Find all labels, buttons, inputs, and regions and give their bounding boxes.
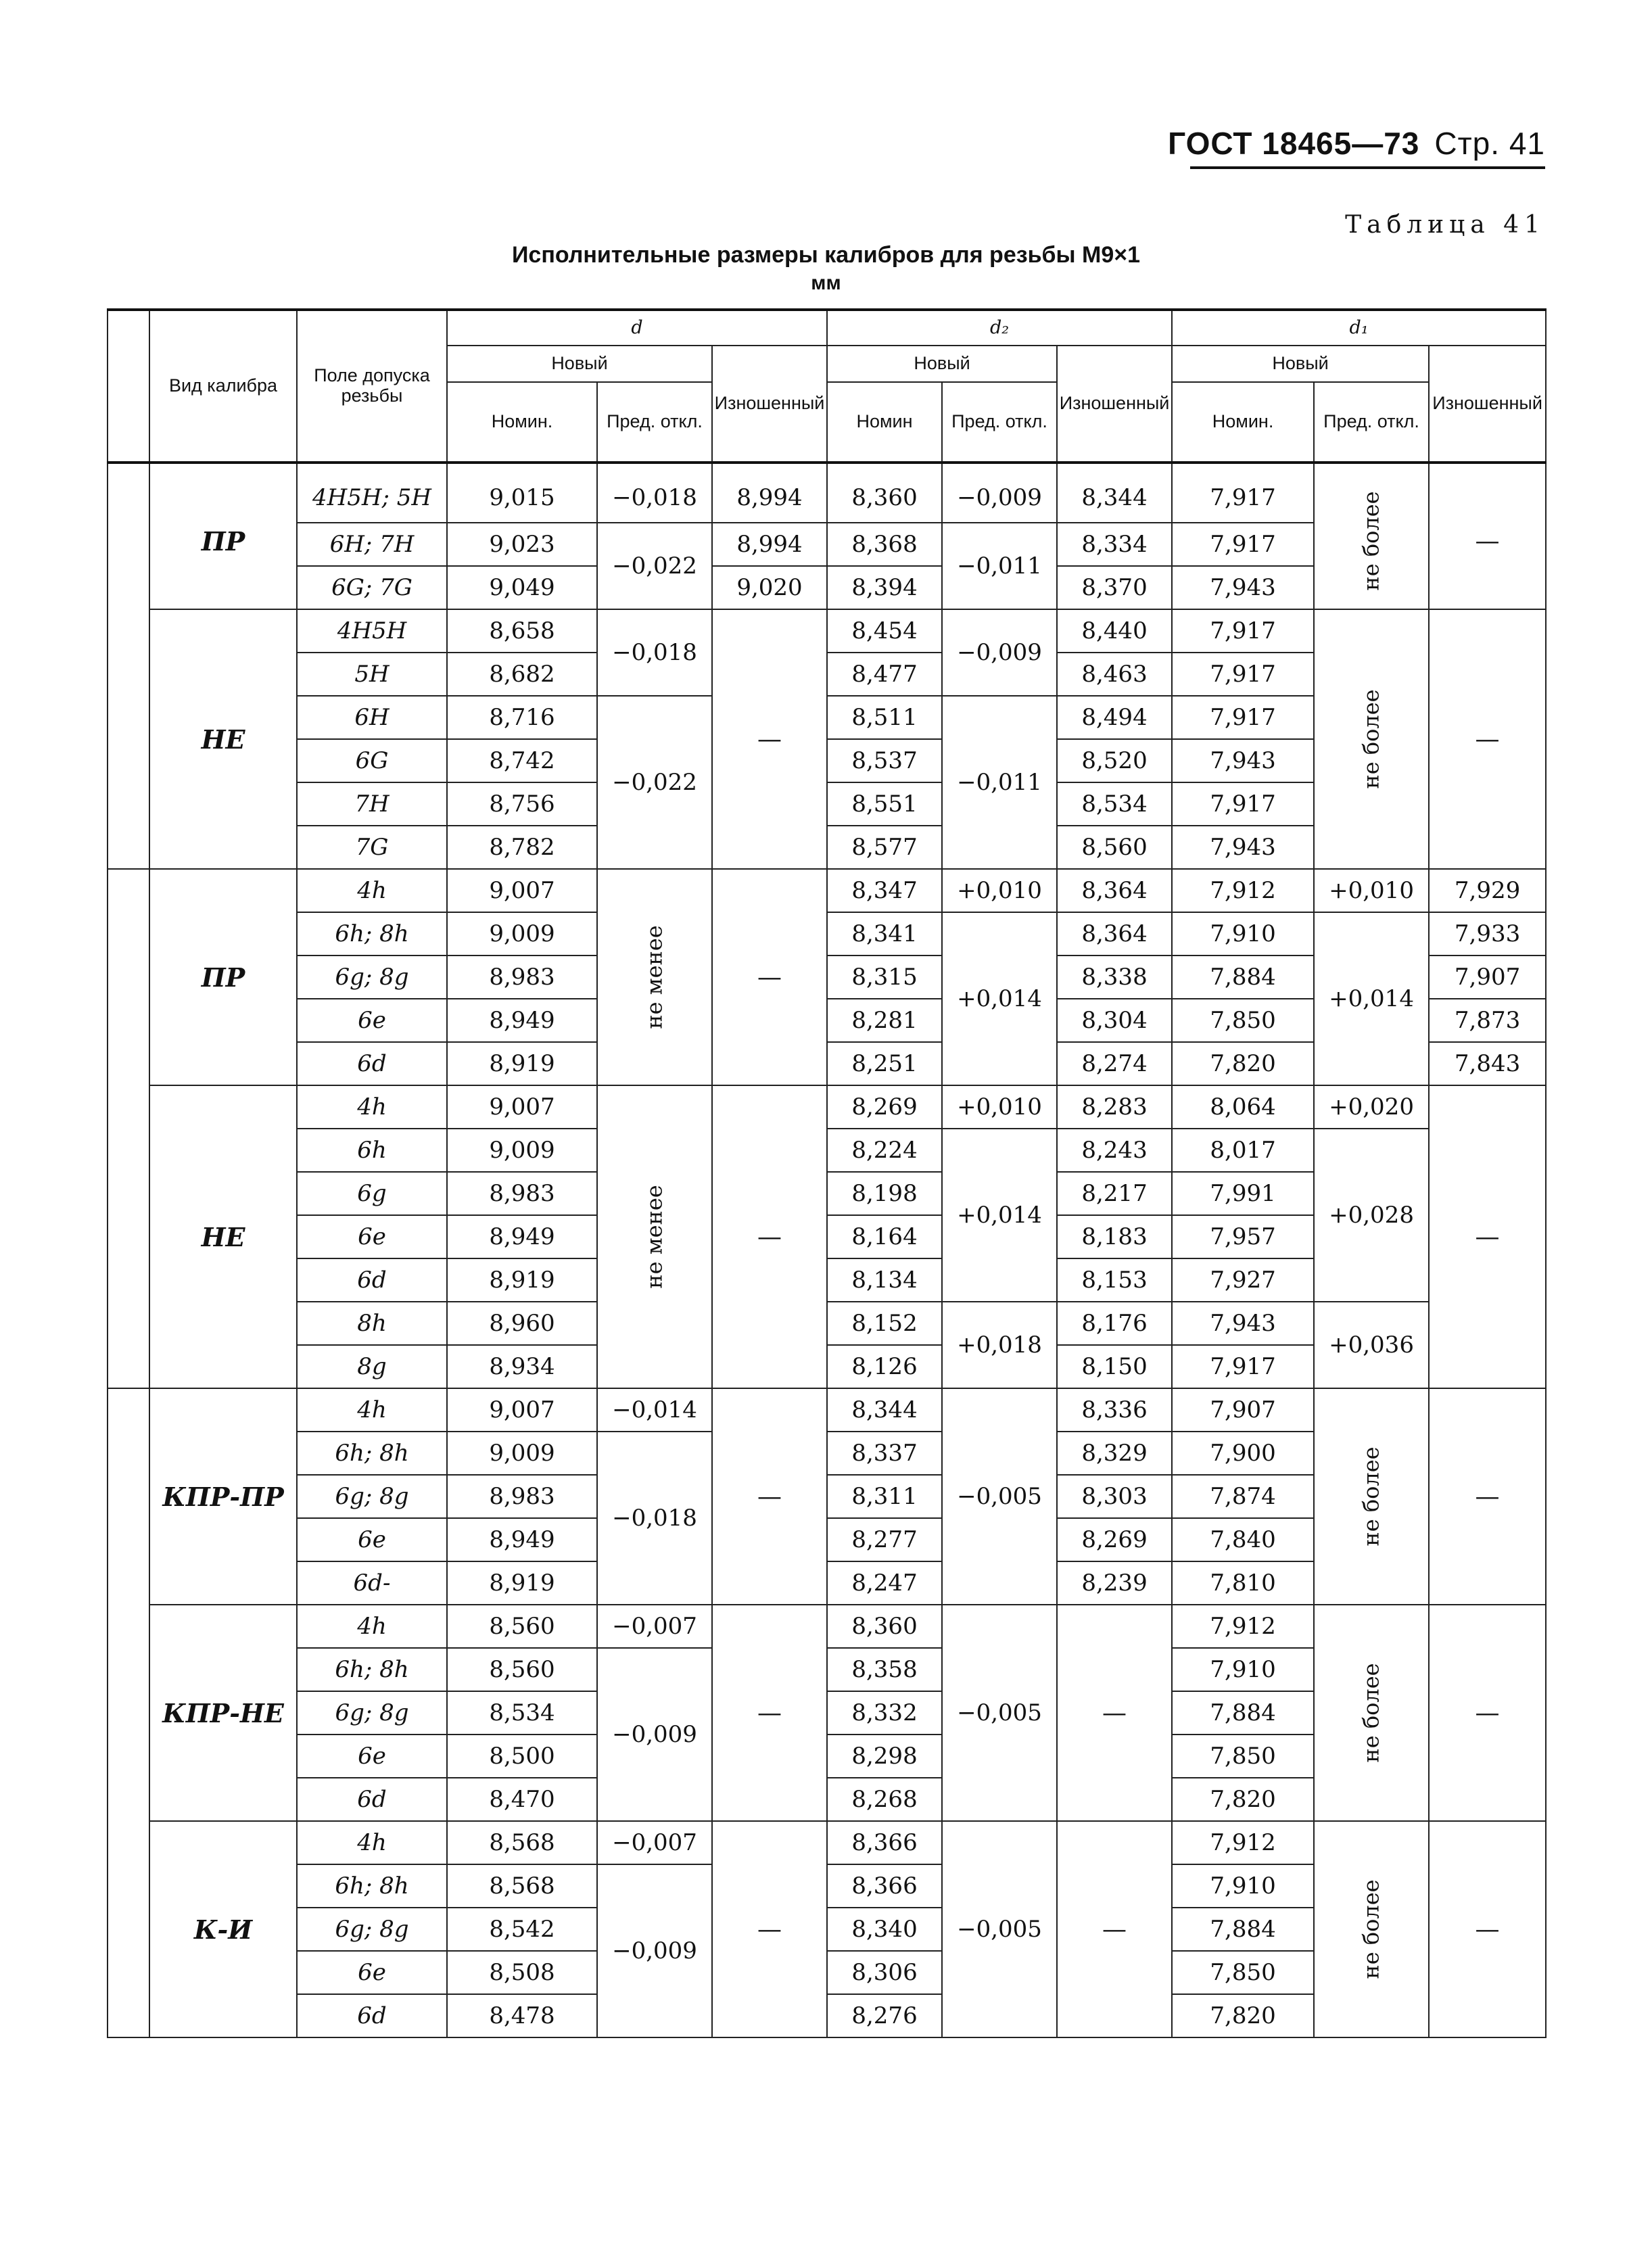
header-rule <box>1190 166 1545 169</box>
value-cell: 8,477 <box>827 653 942 696</box>
tolerance-cell: 4H5H; 5H <box>297 463 447 523</box>
value-cell: 8,394 <box>827 566 942 609</box>
value-cell: 8,344 <box>1057 463 1172 523</box>
value-cell: 8,534 <box>1057 782 1172 826</box>
value-cell: 7,810 <box>1172 1561 1314 1605</box>
value-cell: 8,251 <box>827 1042 942 1085</box>
value-cell: 7,943 <box>1172 826 1314 869</box>
value-cell: −0,018 <box>597 463 712 523</box>
value-cell: +0,014 <box>942 912 1057 1085</box>
value-cell: 8,183 <box>1057 1215 1172 1258</box>
value-cell: 8,164 <box>827 1215 942 1258</box>
tolerance-cell: 6d <box>297 1258 447 1302</box>
dash-cell: — <box>1429 463 1546 609</box>
value-cell: 8,150 <box>1057 1345 1172 1388</box>
dash-cell: — <box>1429 1821 1546 2037</box>
value-cell: 8,994 <box>712 523 827 566</box>
value-cell: −0,009 <box>942 463 1057 523</box>
gauge-dimensions-table <box>107 308 1547 2038</box>
tolerance-cell: 6e <box>297 1951 447 1994</box>
value-cell: 8,247 <box>827 1561 942 1605</box>
value-cell: −0,022 <box>597 523 712 609</box>
value-cell: 7,917 <box>1172 523 1314 566</box>
value-cell: 8,268 <box>827 1778 942 1821</box>
value-cell: 8,500 <box>447 1735 597 1778</box>
value-cell: 8,560 <box>1057 826 1172 869</box>
value-cell: 8,366 <box>827 1821 942 1864</box>
kind-pr: ПР <box>149 869 297 1085</box>
note-not-more: не более <box>1314 609 1429 869</box>
value-cell: 8,340 <box>827 1908 942 1951</box>
value-cell: 8,364 <box>1057 869 1172 912</box>
value-cell: 8,334 <box>1057 523 1172 566</box>
value-cell: 8,494 <box>1057 696 1172 739</box>
value-cell: 9,020 <box>712 566 827 609</box>
value-cell: 8,341 <box>827 912 942 956</box>
value-cell: 8,360 <box>827 463 942 523</box>
value-cell: 8,332 <box>827 1691 942 1735</box>
value-cell: 8,276 <box>827 1994 942 2037</box>
value-cell: −0,014 <box>597 1388 712 1432</box>
tolerance-cell: 6e <box>297 999 447 1042</box>
col-d: d <box>447 310 827 346</box>
tolerance-cell: 4h <box>297 1605 447 1648</box>
value-cell: 8,782 <box>447 826 597 869</box>
value-cell: +0,010 <box>942 869 1057 912</box>
value-cell: −0,005 <box>942 1388 1057 1605</box>
col-d2-dev: Пред. откл. <box>942 382 1057 463</box>
table-row <box>108 869 1546 912</box>
tolerance-cell: 6d <box>297 1778 447 1821</box>
value-cell: +0,036 <box>1314 1302 1429 1388</box>
value-cell: 8,682 <box>447 653 597 696</box>
value-cell: 8,126 <box>827 1345 942 1388</box>
value-cell: 7,910 <box>1172 1864 1314 1908</box>
table-number: Таблица 41 <box>1345 211 1545 239</box>
dash-cell: — <box>1429 1388 1546 1605</box>
value-cell: 9,007 <box>447 1085 597 1129</box>
page-number: Стр. 41 <box>1434 126 1545 161</box>
value-cell: 8,560 <box>447 1648 597 1691</box>
table-row <box>108 1129 1546 1172</box>
tolerance-cell: 6h; 8h <box>297 1648 447 1691</box>
value-cell: −0,009 <box>942 609 1057 696</box>
group-rings <box>108 869 149 1388</box>
group-plugs <box>108 463 149 869</box>
table-row <box>108 1821 1546 1864</box>
value-cell: 8,338 <box>1057 956 1172 999</box>
value-cell: −0,009 <box>597 1648 712 1821</box>
value-cell: 7,917 <box>1172 653 1314 696</box>
value-cell: 8,017 <box>1172 1129 1314 1172</box>
value-cell: 8,153 <box>1057 1258 1172 1302</box>
value-cell: 9,009 <box>447 912 597 956</box>
tolerance-cell: 6g; 8g <box>297 1475 447 1518</box>
note-not-more: не более <box>1314 1821 1429 2037</box>
tolerance-cell: 7H <box>297 782 447 826</box>
value-cell: 7,820 <box>1172 1042 1314 1085</box>
value-cell: 7,917 <box>1172 463 1314 523</box>
tolerance-cell: 6h; 8h <box>297 912 447 956</box>
tolerance-cell: 6G; 7G <box>297 566 447 609</box>
value-cell: 8,470 <box>447 1778 597 1821</box>
table-row <box>108 1302 1546 1345</box>
dash-cell: — <box>1429 1605 1546 1821</box>
table-row <box>108 609 1546 653</box>
value-cell: 7,840 <box>1172 1518 1314 1561</box>
col-name <box>108 310 149 463</box>
value-cell: 7,927 <box>1172 1258 1314 1302</box>
dash-cell: — <box>712 869 827 1085</box>
value-cell: 8,176 <box>1057 1302 1172 1345</box>
tolerance-cell: 6d- <box>297 1561 447 1605</box>
value-cell: +0,010 <box>942 1085 1057 1129</box>
tolerance-cell: 4H5H <box>297 609 447 653</box>
value-cell: 8,298 <box>827 1735 942 1778</box>
value-cell: +0,018 <box>942 1302 1057 1388</box>
col-d-new: Новый <box>447 346 712 382</box>
tolerance-cell: 6h <box>297 1129 447 1172</box>
value-cell: 8,919 <box>447 1258 597 1302</box>
table-row <box>108 1388 1546 1432</box>
value-cell: 8,224 <box>827 1129 942 1172</box>
value-cell: 8,217 <box>1057 1172 1172 1215</box>
value-cell: 9,015 <box>447 463 597 523</box>
col-d2-new: Новый <box>827 346 1057 382</box>
value-cell: 8,366 <box>827 1864 942 1908</box>
tolerance-cell: 6d <box>297 1042 447 1085</box>
dash-cell: — <box>1057 1605 1172 1821</box>
dash-cell: — <box>712 1605 827 1821</box>
value-cell: 8,281 <box>827 999 942 1042</box>
value-cell: 7,910 <box>1172 912 1314 956</box>
dash-cell: — <box>712 1821 827 2037</box>
value-cell: 7,917 <box>1172 1345 1314 1388</box>
tolerance-cell: 6e <box>297 1518 447 1561</box>
value-cell: 8,277 <box>827 1518 942 1561</box>
value-cell: 8,508 <box>447 1951 597 1994</box>
table-row <box>108 463 1546 523</box>
col-kind: Вид калибра <box>149 310 297 463</box>
value-cell: 7,910 <box>1172 1648 1314 1691</box>
value-cell: 7,943 <box>1172 739 1314 782</box>
kind-k-i: К-И <box>149 1821 297 2037</box>
value-cell: 8,983 <box>447 1172 597 1215</box>
value-cell: −0,018 <box>597 1432 712 1605</box>
tolerance-cell: 6g; 8g <box>297 1691 447 1735</box>
value-cell: +0,010 <box>1314 869 1429 912</box>
value-cell: 8,949 <box>447 999 597 1042</box>
tolerance-cell: 8g <box>297 1345 447 1388</box>
value-cell: +0,014 <box>942 1129 1057 1302</box>
value-cell: 8,568 <box>447 1864 597 1908</box>
value-cell: 8,568 <box>447 1821 597 1864</box>
value-cell: 8,239 <box>1057 1561 1172 1605</box>
value-cell: −0,011 <box>942 523 1057 609</box>
value-cell: 8,315 <box>827 956 942 999</box>
value-cell: 7,873 <box>1429 999 1546 1042</box>
tolerance-cell: 5H <box>297 653 447 696</box>
value-cell: 7,874 <box>1172 1475 1314 1518</box>
standard-code: ГОСТ 18465—73 <box>1168 126 1420 161</box>
tolerance-cell: 6g; 8g <box>297 1908 447 1951</box>
value-cell: 8,542 <box>447 1908 597 1951</box>
dash-cell: — <box>712 1085 827 1388</box>
value-cell: 7,929 <box>1429 869 1546 912</box>
value-cell: 7,917 <box>1172 609 1314 653</box>
value-cell: 8,274 <box>1057 1042 1172 1085</box>
value-cell: +0,028 <box>1314 1129 1429 1302</box>
value-cell: 8,983 <box>447 956 597 999</box>
value-cell: 8,463 <box>1057 653 1172 696</box>
value-cell: 7,820 <box>1172 1994 1314 2037</box>
page-header <box>1168 125 1545 162</box>
note-not-more: не более <box>1314 1388 1429 1605</box>
col-d1-dev: Пред. откл. <box>1314 382 1429 463</box>
col-tolerance: Поле допуска резьбы <box>297 310 447 463</box>
value-cell: 8,283 <box>1057 1085 1172 1129</box>
col-d-nom: Номин. <box>447 382 597 463</box>
value-cell: 8,919 <box>447 1042 597 1085</box>
value-cell: 8,329 <box>1057 1432 1172 1475</box>
tolerance-cell: 6d <box>297 1994 447 2037</box>
value-cell: 8,577 <box>827 826 942 869</box>
value-cell: 8,306 <box>827 1951 942 1994</box>
value-cell: 9,007 <box>447 869 597 912</box>
value-cell: 8,478 <box>447 1994 597 2037</box>
tolerance-cell: 6e <box>297 1215 447 1258</box>
value-cell: 8,520 <box>1057 739 1172 782</box>
value-cell: 8,344 <box>827 1388 942 1432</box>
value-cell: 7,850 <box>1172 1951 1314 1994</box>
value-cell: 8,983 <box>447 1475 597 1518</box>
table-row <box>108 1605 1546 1648</box>
col-d2: d₂ <box>827 310 1172 346</box>
value-cell: 7,900 <box>1172 1432 1314 1475</box>
value-cell: 8,304 <box>1057 999 1172 1042</box>
value-cell: 7,907 <box>1429 956 1546 999</box>
kind-ne: НЕ <box>149 1085 297 1388</box>
value-cell: 8,336 <box>1057 1388 1172 1432</box>
value-cell: 8,949 <box>447 1518 597 1561</box>
note-not-less: не менее <box>597 869 712 1085</box>
value-cell: 8,134 <box>827 1258 942 1302</box>
value-cell: 7,850 <box>1172 999 1314 1042</box>
tolerance-cell: 4h <box>297 869 447 912</box>
value-cell: 7,943 <box>1172 566 1314 609</box>
value-cell: +0,014 <box>1314 912 1429 1085</box>
value-cell: 7,991 <box>1172 1172 1314 1215</box>
value-cell: −0,007 <box>597 1821 712 1864</box>
group-control <box>108 1388 149 2037</box>
dash-cell: — <box>712 1388 827 1605</box>
value-cell: 7,912 <box>1172 1821 1314 1864</box>
value-cell: 7,843 <box>1429 1042 1546 1085</box>
value-cell: −0,022 <box>597 696 712 869</box>
dash-cell: — <box>1057 1821 1172 2037</box>
value-cell: 7,907 <box>1172 1388 1314 1432</box>
value-cell: 7,917 <box>1172 782 1314 826</box>
value-cell: 8,994 <box>712 463 827 523</box>
dash-cell: — <box>1429 609 1546 869</box>
value-cell: 8,534 <box>447 1691 597 1735</box>
tolerance-cell: 4h <box>297 1388 447 1432</box>
value-cell: 7,917 <box>1172 696 1314 739</box>
value-cell: 7,884 <box>1172 1691 1314 1735</box>
value-cell: +0,020 <box>1314 1085 1429 1129</box>
table-title: Исполнительные размеры калибров для резьбы M9×1 <box>511 242 1141 268</box>
value-cell: 8,454 <box>827 609 942 653</box>
value-cell: −0,018 <box>597 609 712 696</box>
tolerance-cell: 8h <box>297 1302 447 1345</box>
col-d-dev: Пред. откл. <box>597 382 712 463</box>
value-cell: 8,551 <box>827 782 942 826</box>
value-cell: 7,943 <box>1172 1302 1314 1345</box>
value-cell: 8,269 <box>1057 1518 1172 1561</box>
dash-cell: — <box>1429 1085 1546 1388</box>
value-cell: 7,884 <box>1172 956 1314 999</box>
value-cell: 8,243 <box>1057 1129 1172 1172</box>
tolerance-cell: 7G <box>297 826 447 869</box>
value-cell: 9,009 <box>447 1432 597 1475</box>
value-cell: 8,368 <box>827 523 942 566</box>
col-d1-new: Новый <box>1172 346 1429 382</box>
kind-kpr-ne: КПР-НЕ <box>149 1605 297 1821</box>
value-cell: 7,912 <box>1172 869 1314 912</box>
value-cell: 8,064 <box>1172 1085 1314 1129</box>
value-cell: 8,364 <box>1057 912 1172 956</box>
value-cell: 8,269 <box>827 1085 942 1129</box>
value-cell: 8,152 <box>827 1302 942 1345</box>
col-d2-nom: Номин <box>827 382 942 463</box>
value-cell: 9,049 <box>447 566 597 609</box>
value-cell: 8,949 <box>447 1215 597 1258</box>
value-cell: 9,007 <box>447 1388 597 1432</box>
value-cell: 8,742 <box>447 739 597 782</box>
value-cell: 8,537 <box>827 739 942 782</box>
tolerance-cell: 6g <box>297 1172 447 1215</box>
kind-kpr-pr: КПР-ПР <box>149 1388 297 1605</box>
value-cell: 9,009 <box>447 1129 597 1172</box>
table-row <box>108 912 1546 956</box>
value-cell: 8,658 <box>447 609 597 653</box>
value-cell: 8,311 <box>827 1475 942 1518</box>
tolerance-cell: 6g; 8g <box>297 956 447 999</box>
value-cell: 7,850 <box>1172 1735 1314 1778</box>
value-cell: 7,912 <box>1172 1605 1314 1648</box>
value-cell: 8,198 <box>827 1172 942 1215</box>
value-cell: −0,007 <box>597 1605 712 1648</box>
kind-ne: НЕ <box>149 609 297 869</box>
tolerance-cell: 6h; 8h <box>297 1432 447 1475</box>
value-cell: −0,005 <box>942 1605 1057 1821</box>
value-cell: 7,933 <box>1429 912 1546 956</box>
tolerance-cell: 4h <box>297 1821 447 1864</box>
value-cell: 8,347 <box>827 869 942 912</box>
value-cell: 8,360 <box>827 1605 942 1648</box>
value-cell: 8,370 <box>1057 566 1172 609</box>
value-cell: 9,023 <box>447 523 597 566</box>
kind-pr: ПР <box>149 463 297 609</box>
col-d1: d₁ <box>1172 310 1546 346</box>
col-d2-worn: Изношенный <box>1057 346 1172 463</box>
value-cell: 8,919 <box>447 1561 597 1605</box>
tolerance-cell: 6H; 7H <box>297 523 447 566</box>
value-cell: 7,820 <box>1172 1778 1314 1821</box>
value-cell: 8,358 <box>827 1648 942 1691</box>
note-not-less: не менее <box>597 1085 712 1388</box>
dash-cell: — <box>712 609 827 869</box>
tolerance-cell: 6e <box>297 1735 447 1778</box>
value-cell: 8,560 <box>447 1605 597 1648</box>
table-row <box>108 1085 1546 1129</box>
value-cell: 8,303 <box>1057 1475 1172 1518</box>
value-cell: −0,011 <box>942 696 1057 869</box>
tolerance-cell: 4h <box>297 1085 447 1129</box>
value-cell: 8,337 <box>827 1432 942 1475</box>
value-cell: 8,440 <box>1057 609 1172 653</box>
tolerance-cell: 6h; 8h <box>297 1864 447 1908</box>
col-d1-nom: Номин. <box>1172 382 1314 463</box>
value-cell: 7,884 <box>1172 1908 1314 1951</box>
value-cell: 8,756 <box>447 782 597 826</box>
value-cell: 8,511 <box>827 696 942 739</box>
tolerance-cell: 6G <box>297 739 447 782</box>
value-cell: 8,716 <box>447 696 597 739</box>
value-cell: 7,957 <box>1172 1215 1314 1258</box>
tolerance-cell: 6H <box>297 696 447 739</box>
note-not-more: не более <box>1314 463 1429 609</box>
value-cell: 8,934 <box>447 1345 597 1388</box>
col-d1-worn: Изношенный <box>1429 346 1546 463</box>
note-not-more: не более <box>1314 1605 1429 1821</box>
value-cell: −0,005 <box>942 1821 1057 2037</box>
value-cell: −0,009 <box>597 1864 712 2037</box>
col-d-worn: Изношенный <box>712 346 827 463</box>
value-cell: 8,960 <box>447 1302 597 1345</box>
table-unit: мм <box>811 272 841 294</box>
